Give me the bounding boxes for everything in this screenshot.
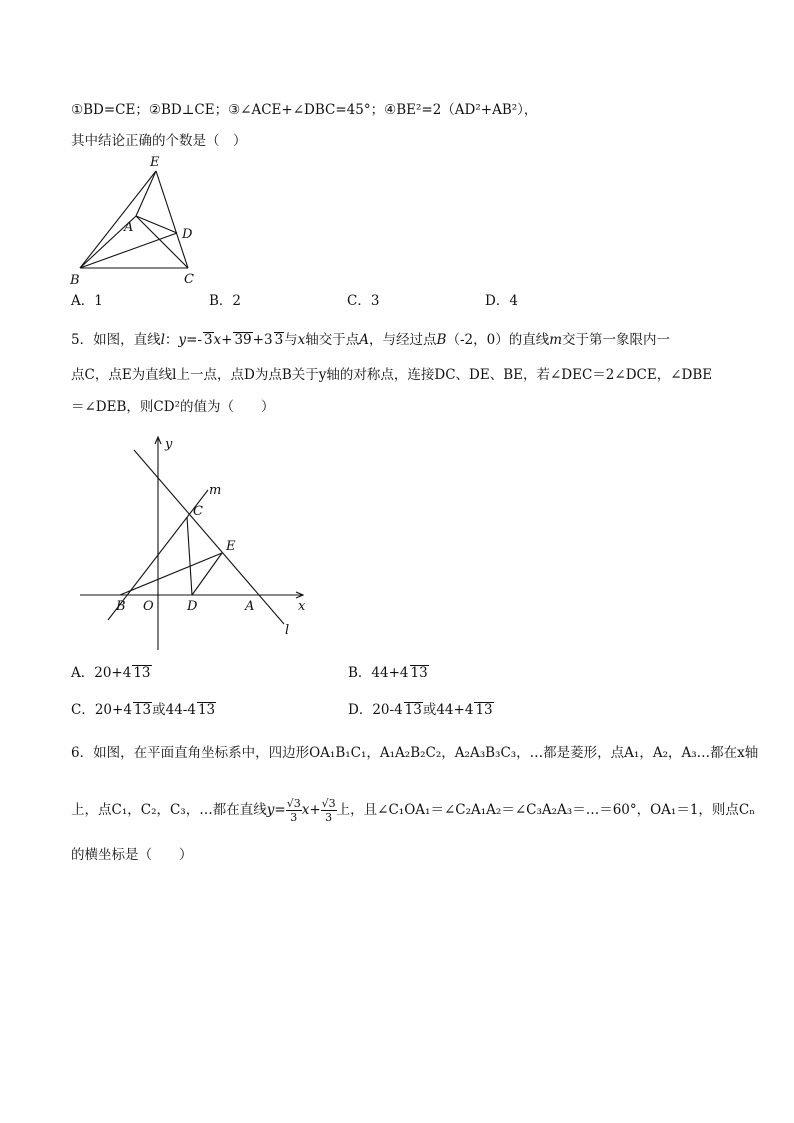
q6-line1: 6．如图，在平面直角坐标系中，四边形OA₁B₁C₁，A₁A₂B₂C₂，A₂A₃B₃C₃，…都是菱形，点A₁，A₂，A₃…都在x轴 bbox=[71, 745, 759, 761]
label-E: E bbox=[226, 539, 236, 554]
q4-option-a: A．1 bbox=[71, 293, 103, 309]
label-m: m bbox=[209, 483, 222, 498]
label-E: E bbox=[150, 155, 160, 170]
seg-EC bbox=[156, 171, 188, 268]
label-B: B bbox=[70, 273, 80, 288]
label-A: A bbox=[124, 220, 134, 235]
q5-line3: ＝∠DEB，则CD²的值为（ ） bbox=[71, 399, 275, 415]
label-C: C bbox=[193, 504, 203, 519]
q5-option-d: D．20-4 13或44+4 13 bbox=[348, 702, 493, 718]
label-O: O bbox=[143, 599, 154, 614]
q5-option-a: A．20+4 13 bbox=[71, 665, 151, 681]
q5-line2: 点C，点E为直线l上一点，点D为点B关于y轴的对称点，连接DC、DE、BE，若∠DEC＝2∠DCE，∠DBE bbox=[71, 367, 713, 383]
q5-option-b: B．44+4 13 bbox=[348, 665, 428, 681]
q5-figure bbox=[76, 432, 316, 652]
label-D: D bbox=[187, 599, 198, 614]
q4-option-d: D．4 bbox=[485, 293, 518, 309]
q4-option-b: B．2 bbox=[209, 293, 242, 309]
q5-line1: 5．如图，直线l：y=- 3x+ 39+3 3与x轴交于点A，与经过点B（-2，0）的直线m交于第一象限内一 bbox=[71, 332, 671, 348]
label-C: C bbox=[184, 272, 194, 287]
label-D: D bbox=[182, 227, 193, 242]
seg-AD bbox=[136, 216, 177, 233]
seg-BD bbox=[80, 233, 177, 268]
q6-line3: 的横坐标是（ ） bbox=[71, 847, 193, 863]
q4-option-c: C．3 bbox=[347, 293, 380, 309]
q4-figure bbox=[66, 152, 216, 292]
label-y: y bbox=[165, 437, 173, 452]
line-l bbox=[134, 450, 284, 624]
seg-AC bbox=[136, 216, 188, 268]
label-B: B bbox=[116, 599, 126, 614]
label-A: A bbox=[245, 599, 255, 614]
label-l: l bbox=[285, 623, 290, 638]
seg-DC bbox=[187, 517, 192, 595]
q4-statements: ①BD=CE；②BD⊥CE；③∠ACE+∠DBC=45°；④BE²=2（AD²+AB²）， bbox=[71, 102, 538, 118]
q6-line2: 上，点C₁，C₂，C₃，…都在直线y= $\frac{√3}{3}$ x+ $\frac{√3}{3}$ 上，且∠C₁OA₁＝∠C₂A₁A₂＝∠C₃A₂A₃＝…＝60°，OA₁＝1，则点Cₙ bbox=[71, 797, 756, 824]
label-x: x bbox=[298, 599, 306, 614]
q5-option-c: C．20+4 13或44-4 13 bbox=[71, 702, 216, 718]
q4-question: 其中结论正确的个数是（ ） bbox=[71, 133, 247, 149]
